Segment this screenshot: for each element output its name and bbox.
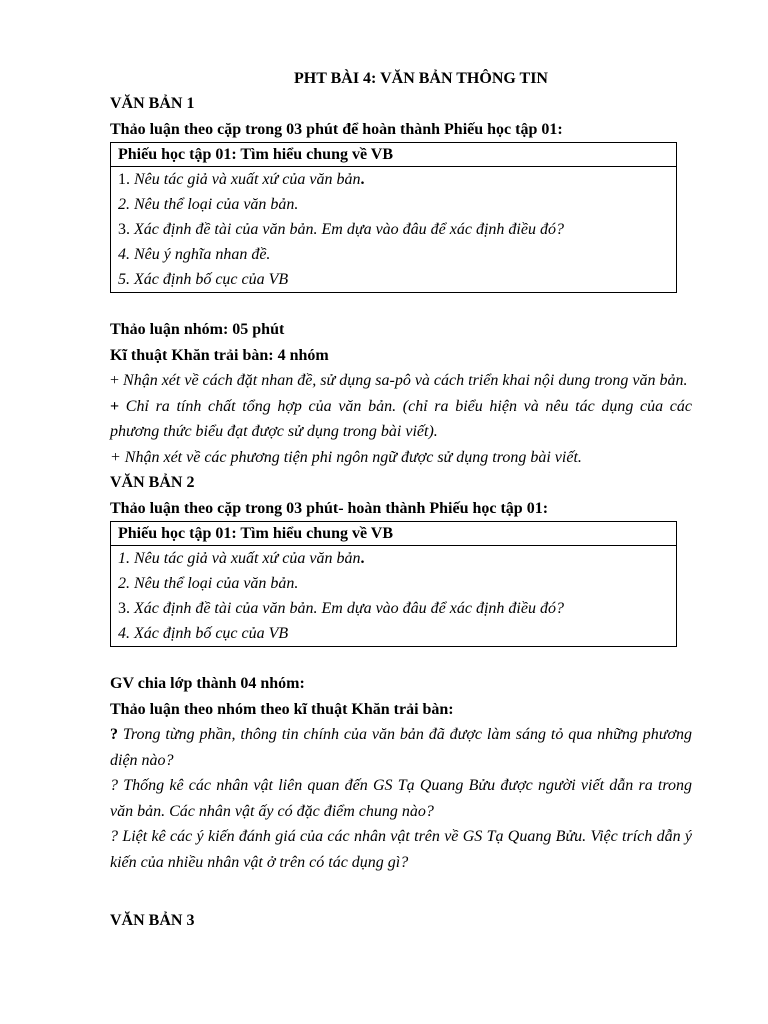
spacer <box>110 875 692 908</box>
question-item: ? Thống kê các nhân vật liên quan đến GS Tạ Quang Bửu được người viết dẫn ra trong văn bản. Các nhân vật ấy có đặc điểm chung nào? <box>110 777 692 820</box>
technique-line: Kĩ thuật Khăn trải bàn: 4 nhóm <box>110 346 329 364</box>
table-header: Phiếu học tập 01: Tìm hiểu chung về VB <box>111 522 677 546</box>
task-item: + Nhận xét về cách đặt nhan đề, sử dụng sa-pô và cách triển khai nội dung trong văn bản. <box>110 372 688 389</box>
spacer <box>110 293 692 317</box>
document-title: PHT BÀI 4: VĂN BẢN THÔNG TIN <box>294 70 548 87</box>
table-row: 5. Xác định bố cục của VB <box>111 267 677 293</box>
table-row: 2. Nêu thể loại của văn bản. <box>111 571 677 596</box>
section-2-heading: VĂN BẢN 2 <box>110 474 195 491</box>
class-division-line: GV chia lớp thành 04 nhóm: <box>110 675 305 692</box>
table-row: 4. Nêu ý nghĩa nhan đề. <box>111 242 677 267</box>
table-row: 3. Xác định đề tài của văn bản. Em dựa vào đâu để xác định điều đó? <box>111 596 677 621</box>
section-2-instruction: Thảo luận theo cặp trong 03 phút- hoàn thành Phiếu học tập 01: <box>110 499 549 517</box>
technique-line: Thảo luận theo nhóm theo kĩ thuật Khăn trải bàn: <box>110 700 454 718</box>
worksheet-table-1 <box>110 142 677 293</box>
table-row: 1. Nêu tác giả và xuất xứ của văn bản. <box>111 546 677 572</box>
table-row: 1. Nêu tác giả và xuất xứ của văn bản. <box>111 167 677 193</box>
section-1-heading: VĂN BẢN 1 <box>110 95 195 112</box>
task-item: + Nhận xét về các phương tiện phi ngôn ngữ được sử dụng trong bài viết. <box>110 448 582 466</box>
section-1-instruction: Thảo luận theo cặp trong 03 phút để hoàn thành Phiếu học tập 01: <box>110 120 563 138</box>
question-item: ? Trong từng phần, thông tin chính của văn bản đã được làm sáng tỏ qua những phương diện nào? <box>110 726 693 769</box>
section-3-heading: VĂN BẢN 3 <box>110 912 195 929</box>
table-header: Phiếu học tập 01: Tìm hiểu chung về VB <box>111 143 677 167</box>
table-row: 3. Xác định đề tài của văn bản. Em dựa vào đâu để xác định điều đó? <box>111 217 677 242</box>
table-row: 4. Xác định bố cục của VB <box>111 621 677 647</box>
spacer <box>110 647 692 671</box>
document-page <box>110 66 692 934</box>
task-item: + Chỉ ra tính chất tổng hợp của văn bản. (chỉ ra biểu hiện và nêu tác dụng của các phương thức biểu đạt được sử dụng trong bài viết). <box>110 397 693 440</box>
group-discussion-line: Thảo luận nhóm: 05 phút <box>110 321 285 338</box>
table-row: 2. Nêu thể loại của văn bản. <box>111 192 677 217</box>
question-item: ? Liệt kê các ý kiến đánh giá của các nhân vật trên về GS Tạ Quang Bửu. Việc trích dẫn ý kiến của nhiều nhân vật ở trên có tác dụng gì? <box>110 828 692 871</box>
worksheet-table-2 <box>110 521 677 647</box>
